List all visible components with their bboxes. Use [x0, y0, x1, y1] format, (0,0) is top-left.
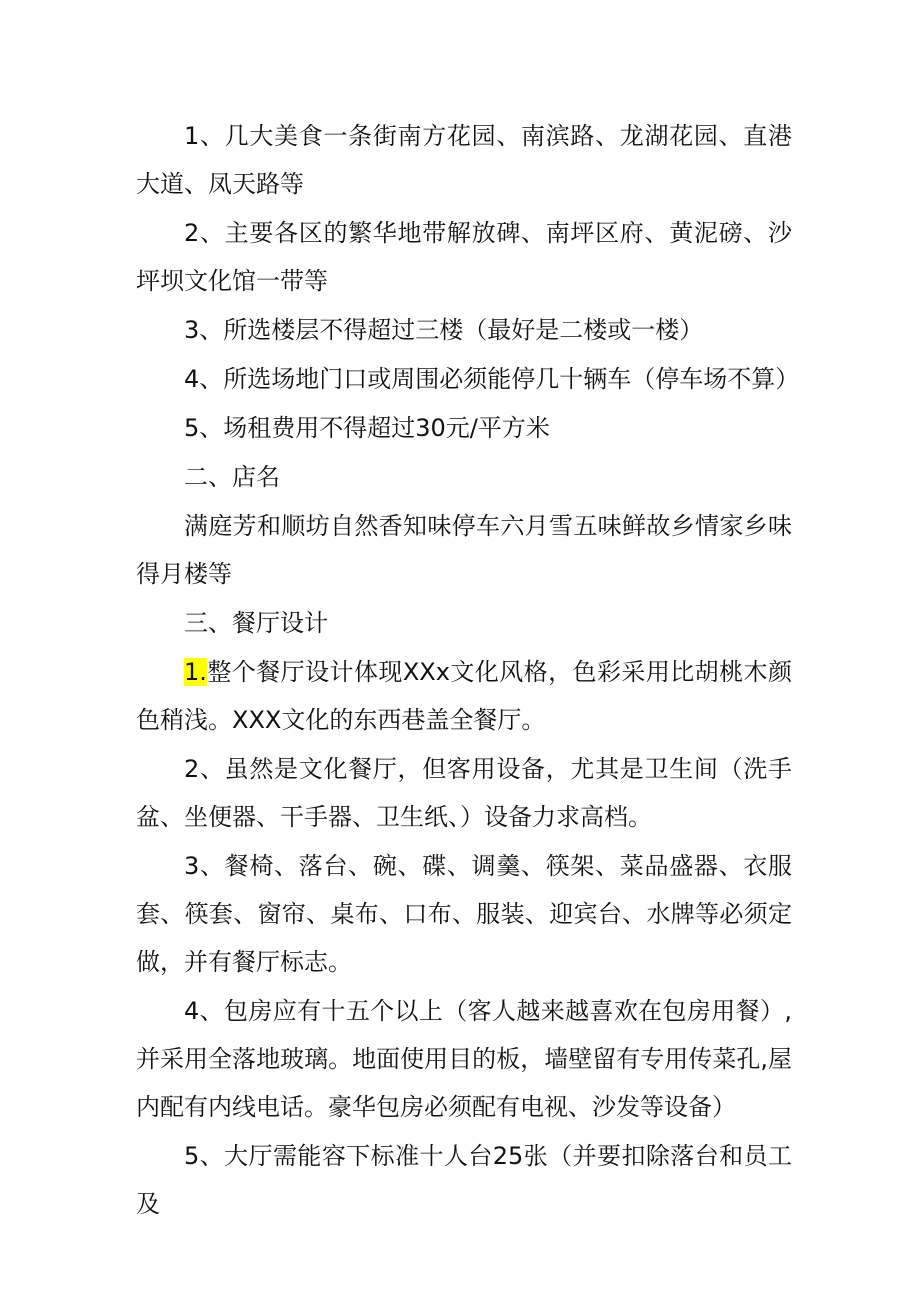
- paragraph-location-3: 3、所选楼层不得超过三楼（最好是二楼或一楼）: [184, 316, 704, 344]
- section-heading-store-name: 二、店名: [184, 463, 280, 491]
- design-1-text: 整个餐厅设计体现XXx文化风格，色彩采用比胡桃木颜色稍浅。XXX文化的东西巷盖全餐厅。: [136, 658, 792, 734]
- paragraph-design-4: 4、包房应有十五个以上（客人越来越喜欢在包房用餐）,并采用全落地玻璃。地面使用目的板，墙壁留有专用传菜孔,屋内配有内线电话。豪华包房必须配有电视、沙发等设备）: [136, 997, 792, 1121]
- document-body: [136, 112, 800, 1229]
- paragraph-location-1: 1、几大美食一条街南方花园、南滨路、龙湖花园、直港大道、凤天路等: [136, 122, 792, 198]
- paragraph-store-names: 满庭芳和顺坊自然香知味停车六月雪五味鲜故乡情家乡味得月楼等: [136, 512, 792, 588]
- paragraph-location-4: 4、所选场地门口或周围必须能停几十辆车（停车场不算）: [184, 365, 800, 393]
- paragraph-design-2: 2、虽然是文化餐厅，但客用设备，尤其是卫生间（洗手盆、坐便器、干手器、卫生纸、）设备力求高档。: [136, 755, 792, 831]
- paragraph-design-1: [136, 648, 792, 744]
- paragraph-design-5: 5、大厅需能容下标准十人台25张（并要扣除落台和员工及: [136, 1142, 792, 1218]
- section-heading-restaurant-design: 三、餐厅设计: [184, 609, 328, 637]
- paragraph-location-5: 5、场租费用不得超过30元/平方米: [184, 414, 550, 442]
- paragraph-design-3: 3、餐椅、落台、碗、碟、调羹、筷架、菜品盛器、衣服套、筷套、窗帘、桌布、口布、服装、迎宾台、水牌等必须定做，并有餐厅标志。: [136, 852, 792, 976]
- highlighted-number: 1.: [184, 658, 207, 686]
- paragraph-location-2: 2、主要各区的繁华地带解放碑、南坪区府、黄泥磅、沙坪坝文化馆一带等: [136, 219, 792, 295]
